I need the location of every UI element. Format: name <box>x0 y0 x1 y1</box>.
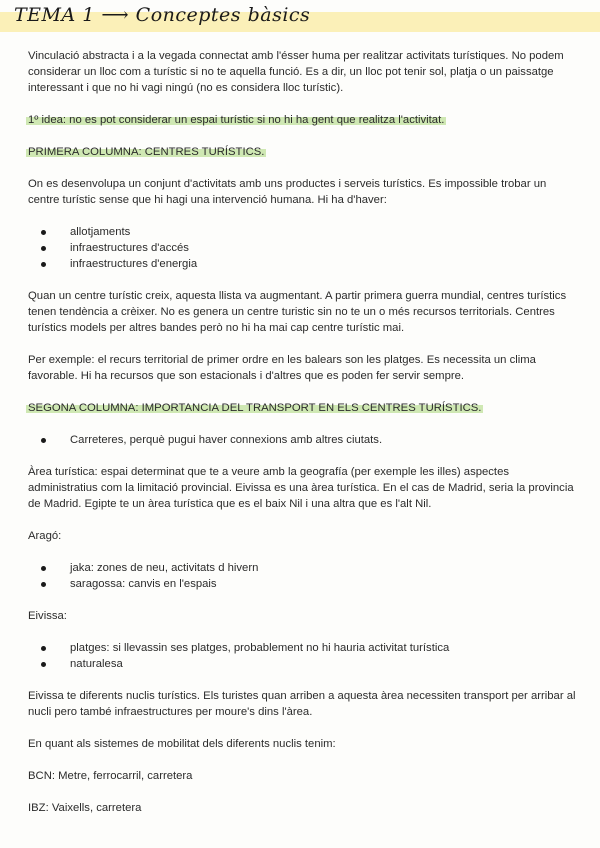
ibz-line: IBZ: Vaixells, carretera <box>28 802 142 814</box>
eivissa-list <box>28 640 576 672</box>
section-heading-2-text: SEGONA COLUMNA: IMPORTANCIA DEL TRANSPORT EN ELS CENTRES TURÍSTICS. <box>28 402 482 414</box>
page-title: TEMA 1 ⟶ Conceptes bàsics <box>14 4 311 26</box>
list-item: infraestructures d'accés <box>28 240 576 256</box>
list-item: Carreteres, perquè pugui haver connexions amb altres ciutats. <box>28 432 576 448</box>
nuclis-paragraph: Eivissa te diferents nuclis turístics. Els turistes quan arriben a aquesta àrea necessiten transport per arribar al nucli pero també infraestructures per moure's dins l'àrea. <box>28 690 576 718</box>
document-body <box>28 48 576 832</box>
intro-paragraph: Vinculació abstracta i a la vegada connectat amb l'ésser huma per realitzar activitats turístiques. No podem considerar un lloc com a turístic si no te aquella funció. Es a dir, un lloc pot tenir sol, platja o un paissatge interessant i que no hi vagi ningú (no es considera lloc turístic). <box>28 50 564 94</box>
example-paragraph: Per exemple: el recurs territorial de primer ordre en les balears son les platges. Es necessita un clima favorable. Hi ha recursos que son estacionals i d'altres que es poden fer servir sempre. <box>28 354 536 382</box>
transport-list <box>28 432 576 448</box>
area-paragraph: Àrea turística: espai determinat que te a veure amb la geografía (per exemple les illes) aspectes administratius com la limitació provincial. Eivissa es una àrea turística. En el cas de Madrid, seria la provincia de Madrid. Egipte te un àrea turística que es el baix Nil i una altra que es l'alt Nil. <box>28 466 574 510</box>
list-item: naturalesa <box>28 656 576 672</box>
list-item: saragossa: canvis en l'espais <box>28 576 576 592</box>
aragon-list <box>28 560 576 592</box>
centres-paragraph: On es desenvolupa un conjunt d'activitats amb uns productes i serveis turístics. Es impossible trobar un centre turístic sense que hi hagi una intervenció humana. Hi ha d'haver: <box>28 178 547 206</box>
key-idea <box>28 112 576 128</box>
aragon-label: Aragó: <box>28 530 62 542</box>
section-heading-1-text: PRIMERA COLUMNA: CENTRES TURÍSTICS. <box>28 146 265 158</box>
requirements-list <box>28 224 576 272</box>
section-heading-1 <box>28 144 576 160</box>
mobility-paragraph: En quant als sistemes de mobilitat dels diferents nuclis tenim: <box>28 738 336 750</box>
list-item: platges: si llevassin ses platges, probablement no hi hauria activitat turística <box>28 640 576 656</box>
eivissa-label: Eivissa: <box>28 610 67 622</box>
key-idea-text: 1º idea: no es pot considerar un espai turístic si no hi ha gent que realitza l'activitat. <box>28 114 445 126</box>
growth-paragraph: Quan un centre turístic creix, aquesta llista va augmentant. A partir primera guerra mundial, centres turístics tenen tendència a crèixer. No es genera un centre turistic sin no te un o més recursos territorials. Centres turístics models per altres bandes però no hi ha mai cap centre turístic mai. <box>28 290 567 334</box>
list-item: infraestructures d'energia <box>28 256 576 272</box>
section-heading-2 <box>28 400 576 416</box>
bcn-line: BCN: Metre, ferrocarril, carretera <box>28 770 193 782</box>
list-item: jaka: zones de neu, activitats d hivern <box>28 560 576 576</box>
list-item: allotjaments <box>28 224 576 240</box>
